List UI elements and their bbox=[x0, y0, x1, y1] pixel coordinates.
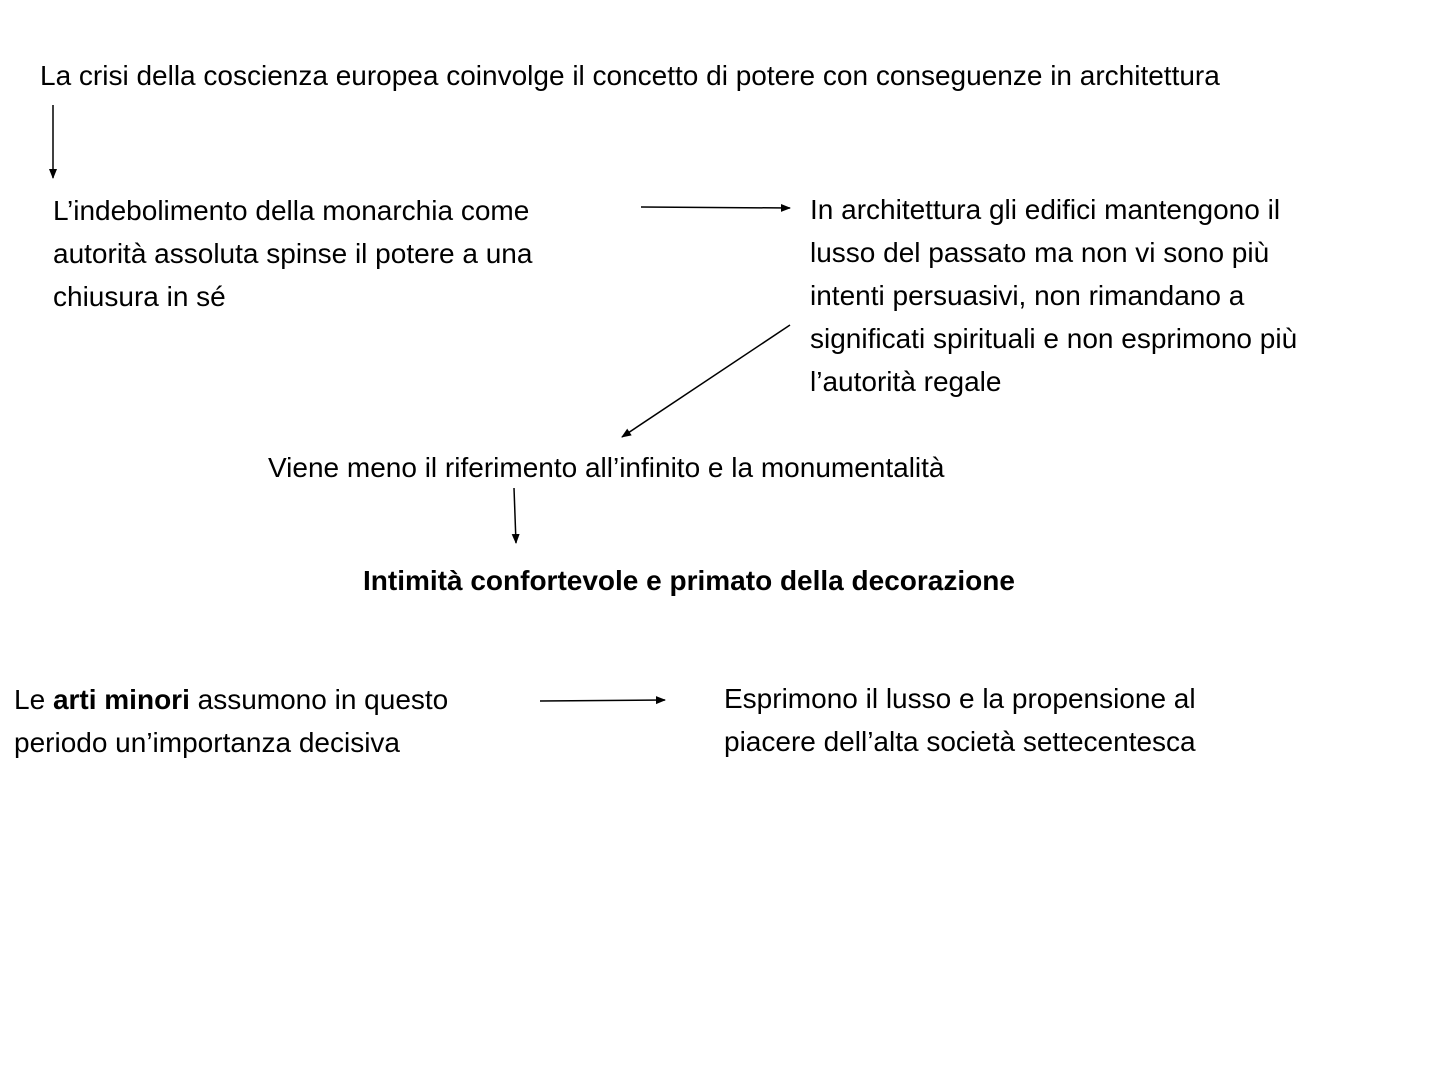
block-monarchia bbox=[53, 189, 532, 318]
text-line: significati spirituali e non esprimono più bbox=[810, 323, 1298, 354]
text-prefix: Le bbox=[14, 684, 53, 715]
text-line: periodo un’importanza decisiva bbox=[14, 727, 400, 758]
text-line: intenti persuasivi, non rimandano a bbox=[810, 280, 1245, 311]
text-line: autorità assoluta spinse il potere a una bbox=[53, 238, 533, 269]
block-intimita: Intimità confortevole e primato della decorazione bbox=[363, 565, 1015, 596]
block-lusso bbox=[724, 677, 1196, 763]
text-line: Esprimono il lusso e la propensione al bbox=[724, 683, 1196, 714]
text-bold-arti-minori: arti minori bbox=[52, 684, 190, 715]
text-line: L’indebolimento della monarchia come bbox=[53, 195, 530, 226]
block-architettura bbox=[810, 188, 1297, 403]
text-line: In architettura gli edifici mantengono il bbox=[810, 194, 1281, 225]
block-infinito: Viene meno il riferimento all’infinito e la monumentalità bbox=[268, 452, 945, 483]
text-line: piacere dell’alta società settecentesca bbox=[724, 726, 1196, 757]
text-line: l’autorità regale bbox=[810, 366, 1002, 397]
text-line: chiusura in sé bbox=[53, 281, 226, 312]
block-arti-minori bbox=[14, 678, 448, 764]
arrow-infinito-to-intimita bbox=[514, 488, 516, 543]
arrow-arti-to-lusso bbox=[540, 700, 665, 701]
arrow-architettura-to-infinito bbox=[622, 325, 790, 437]
text-rest: assumono in questo bbox=[189, 684, 449, 715]
arrow-monarchia-to-architettura bbox=[641, 207, 790, 208]
diagram-title: La crisi della coscienza europea coinvolge il concetto di potere con conseguenze in architettura bbox=[40, 60, 1220, 91]
text-line: lusso del passato ma non vi sono più bbox=[810, 237, 1270, 268]
